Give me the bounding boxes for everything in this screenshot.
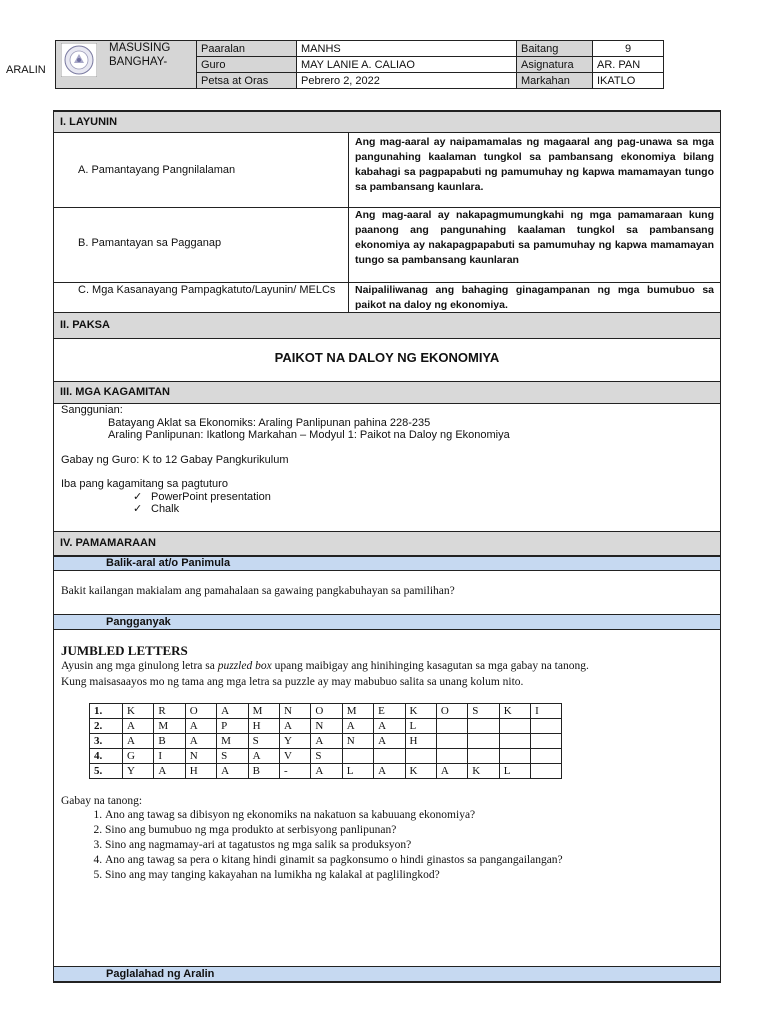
checkmark-icon: ✓ xyxy=(133,490,143,503)
header-label-markahan: Markahan xyxy=(517,73,593,89)
kagamitan-item-label: Chalk xyxy=(151,503,180,515)
checkmark-icon: ✓ xyxy=(133,503,143,515)
layunin-b-text: Ang mag-aaral ay nakapagmumungkahi ng mga pamamaraan kung paanong ang pangunahing kaalaman tungkol sa pambansang ekonomiya ay nakapagpapabuti sa pamumuhay ng kapwa mamamayan tungo sa pambansang kaunlaran xyxy=(355,209,714,266)
header-label-asignatura: Asignatura xyxy=(517,57,593,73)
header-value-petsa: Pebrero 2, 2022 xyxy=(297,73,517,89)
instruction-line-1: Ayusin ang mga ginulong letra sa puzzled box upang maibigay ang hinihinging kasagutan sa mga gabay na tanong. xyxy=(61,660,589,672)
grid-letter-cell: Y xyxy=(123,764,154,779)
grid-letter-cell: A xyxy=(185,719,216,734)
grid-letter-cell: P xyxy=(217,719,248,734)
grid-letter-cell: A xyxy=(374,734,405,749)
sanggunian-label: Sanggunian: xyxy=(61,404,123,416)
pangganyak-bar: Pangganyak xyxy=(54,614,720,630)
grid-letter-cell: M xyxy=(154,719,185,734)
grid-letter-cell: H xyxy=(248,719,279,734)
kagamitan-item-label: PowerPoint presentation xyxy=(151,490,271,503)
grid-letter-cell: K xyxy=(405,704,436,719)
grid-letter-cell: K xyxy=(405,764,436,779)
grid-letter-cell: - xyxy=(279,764,310,779)
grid-row-number: 3. xyxy=(90,734,123,749)
layunin-c-label: C. Mga Kasanayang Pampagkatuto/Layunin/ MELCs xyxy=(78,284,336,296)
grid-letter-cell: A xyxy=(154,764,185,779)
aralin-label: ARALIN xyxy=(6,64,46,76)
grid-letter-cell: M xyxy=(248,704,279,719)
header-value-guro: MAY LANIE A. CALIAO xyxy=(297,57,517,73)
header-table xyxy=(55,40,664,89)
header-label-paaralan: Paaralan xyxy=(197,41,297,57)
deped-seal-icon xyxy=(61,43,97,77)
logo-title-cell xyxy=(56,41,197,89)
grid-letter-cell: S xyxy=(217,749,248,764)
grid-letter-cell: L xyxy=(499,764,530,779)
paglalahad-bar: Paglalahad ng Aralin xyxy=(54,966,720,982)
grid-letter-cell xyxy=(436,734,467,749)
grid-letter-cell: B xyxy=(248,764,279,779)
grid-letter-cell xyxy=(531,719,562,734)
grid-letter-cell: A xyxy=(279,719,310,734)
layunin-a-label: A. Pamantayang Pangnilalaman xyxy=(78,164,236,176)
doc-title-line1: MASUSING xyxy=(109,42,171,54)
grid-letter-cell: A xyxy=(185,734,216,749)
grid-letter-cell: O xyxy=(185,704,216,719)
grid-letter-cell: I xyxy=(531,704,562,719)
grid-row-number: 5. xyxy=(90,764,123,779)
grid-letter-cell: A xyxy=(123,719,154,734)
grid-letter-cell: A xyxy=(374,764,405,779)
grid-letter-cell: N xyxy=(279,704,310,719)
header-label-petsa: Petsa at Oras xyxy=(197,73,297,89)
header-value-paaralan: MANHS xyxy=(297,41,517,57)
grid-letter-cell xyxy=(342,749,373,764)
grid-letter-cell: A xyxy=(248,749,279,764)
balik-aral-question: Bakit kailangan makialam ang pamahalaan sa gawaing pangkabuhayan sa pamilihan? xyxy=(61,585,455,597)
grid-letter-cell xyxy=(531,749,562,764)
section-pamamaraan-heading: IV. PAMAMARAAN xyxy=(54,531,720,556)
layunin-b-label: B. Pamantayan sa Pagganap xyxy=(78,237,222,249)
question-item: 5. Sino ang may tanging kakayahan na lumikha ng kalakal at paglilingkod? xyxy=(105,868,715,883)
section-paksa-heading: II. PAKSA xyxy=(54,312,720,339)
balik-aral-bar: Balik-aral at/o Panimula xyxy=(54,556,720,571)
header-label-baitang: Baitang xyxy=(517,41,593,57)
grid-row-number: 1. xyxy=(90,704,123,719)
iba-pang-kagamitan-label: Iba pang kagamitang sa pagtuturo xyxy=(61,478,228,490)
grid-letter-cell: A xyxy=(217,704,248,719)
grid-row xyxy=(90,704,562,719)
grid-letter-cell: A xyxy=(311,734,342,749)
grid-row xyxy=(90,749,562,764)
grid-letter-cell: N xyxy=(342,734,373,749)
grid-letter-cell: K xyxy=(499,704,530,719)
header-label-guro: Guro xyxy=(197,57,297,73)
grid-row-number: 4. xyxy=(90,749,123,764)
grid-letter-cell xyxy=(405,749,436,764)
grid-letter-cell: N xyxy=(311,719,342,734)
section-layunin-heading: I. LAYUNIN xyxy=(54,111,720,133)
kagamitan-block xyxy=(61,404,510,516)
header-value-asignatura: AR. PAN xyxy=(593,57,664,73)
gabay-guro-line xyxy=(61,454,510,467)
jumbled-letters-grid xyxy=(89,703,562,779)
layunin-a-text: Ang mag-aaral ay naipamamalas ng magaaral ang pag-unawa sa mga pangunahing kaalaman tungkol sa pambansang ekonomiya bilang kabahagi sa pagpapabuti ng pamumuhay ng kapwa mamamayan tungo sa pambansang kaunlara. xyxy=(355,136,714,193)
jumbled-letters-title: JUMBLED LETTERS xyxy=(61,643,188,658)
layunin-divider xyxy=(348,133,349,312)
grid-letter-cell xyxy=(436,749,467,764)
grid-letter-cell: V xyxy=(279,749,310,764)
paksa-title: PAIKOT NA DALOY NG EKONOMIYA xyxy=(274,350,500,365)
grid-letter-cell xyxy=(499,749,530,764)
grid-letter-cell: K xyxy=(468,764,499,779)
grid-letter-cell: Y xyxy=(279,734,310,749)
grid-letter-cell: B xyxy=(154,734,185,749)
grid-letter-cell xyxy=(531,734,562,749)
grid-letter-cell xyxy=(468,719,499,734)
grid-letter-cell: S xyxy=(468,704,499,719)
question-item: 3. Sino ang nagmamay-ari at tagatustos ng mga salik sa produksyon? xyxy=(105,838,715,853)
gabay-tanong-label: Gabay na tanong: xyxy=(61,795,143,807)
header-value-markahan: IKATLO xyxy=(593,73,664,89)
kagamitan-item xyxy=(61,491,510,504)
grid-letter-cell xyxy=(468,734,499,749)
grid-letter-cell: R xyxy=(154,704,185,719)
grid-letter-cell: L xyxy=(405,719,436,734)
grid-letter-cell: L xyxy=(342,764,373,779)
grid-letter-cell: A xyxy=(311,764,342,779)
grid-letter-cell: A xyxy=(342,719,373,734)
grid-letter-cell: I xyxy=(154,749,185,764)
grid-letter-cell: H xyxy=(405,734,436,749)
instruction-line-2: Kung maisasaayos mo ng tama ang mga letra sa puzzle ay may mabubuo salita sa unang kolum nito. xyxy=(61,676,524,688)
gabay-tanong-list xyxy=(61,808,715,883)
grid-letter-cell: S xyxy=(248,734,279,749)
grid-row xyxy=(90,734,562,749)
header-value-baitang: 9 xyxy=(593,41,664,57)
grid-letter-cell: N xyxy=(185,749,216,764)
question-item: 2. Sino ang bumubuo ng mga produkto at serbisyong panlipunan? xyxy=(105,823,715,838)
question-item: 1. Ano ang tawag sa dibisyon ng ekonomiks na nakatuon sa kabuuang ekonomiya? xyxy=(105,808,715,823)
layunin-c-text: Naipaliliwanag ang bahaging ginagampanan ng mga bumubuo sa paikot na daloy ng ekonomiya. xyxy=(355,284,714,311)
gabay-guro-label: Gabay ng Guro: xyxy=(61,453,140,466)
grid-row xyxy=(90,764,562,779)
grid-letter-cell: K xyxy=(123,704,154,719)
question-item: 4. Ano ang tawag sa pera o kitang hindi ginamit sa pagkonsumo o hindi ginastos sa pangangailangan? xyxy=(105,853,715,868)
grid-letter-cell: O xyxy=(311,704,342,719)
grid-letter-cell xyxy=(499,734,530,749)
sanggunian-item-1: Batayang Aklat sa Ekonomiks: Araling Panlipunan pahina 228-235 xyxy=(108,416,431,429)
grid-letter-cell xyxy=(531,764,562,779)
doc-title-line2: BANGHAY- xyxy=(109,56,168,68)
jumbled-instructions xyxy=(61,658,715,690)
grid-letter-cell xyxy=(468,749,499,764)
grid-letter-cell xyxy=(436,719,467,734)
grid-letter-cell: M xyxy=(342,704,373,719)
grid-letter-cell: S xyxy=(311,749,342,764)
grid-letter-cell: A xyxy=(374,719,405,734)
grid-letter-cell: A xyxy=(436,764,467,779)
grid-letter-cell xyxy=(374,749,405,764)
grid-letter-cell: O xyxy=(436,704,467,719)
grid-letter-cell: M xyxy=(217,734,248,749)
grid-letter-cell: H xyxy=(185,764,216,779)
grid-row xyxy=(90,719,562,734)
sanggunian-item-2: Araling Panlipunan: Ikatlong Markahan – Modyul 1: Paikot na Daloy ng Ekonomiya xyxy=(108,429,510,441)
grid-letter-cell: G xyxy=(123,749,154,764)
puzzled-box-term: puzzled box xyxy=(217,660,272,672)
kagamitan-item xyxy=(61,503,510,516)
grid-letter-cell: A xyxy=(123,734,154,749)
grid-row-number: 2. xyxy=(90,719,123,734)
gabay-guro-value: K to 12 Gabay Pangkurikulum xyxy=(142,453,289,466)
grid-letter-cell: E xyxy=(374,704,405,719)
grid-letter-cell xyxy=(499,719,530,734)
grid-letter-cell: A xyxy=(217,764,248,779)
section-kagamitan-heading: III. MGA KAGAMITAN xyxy=(54,381,720,404)
